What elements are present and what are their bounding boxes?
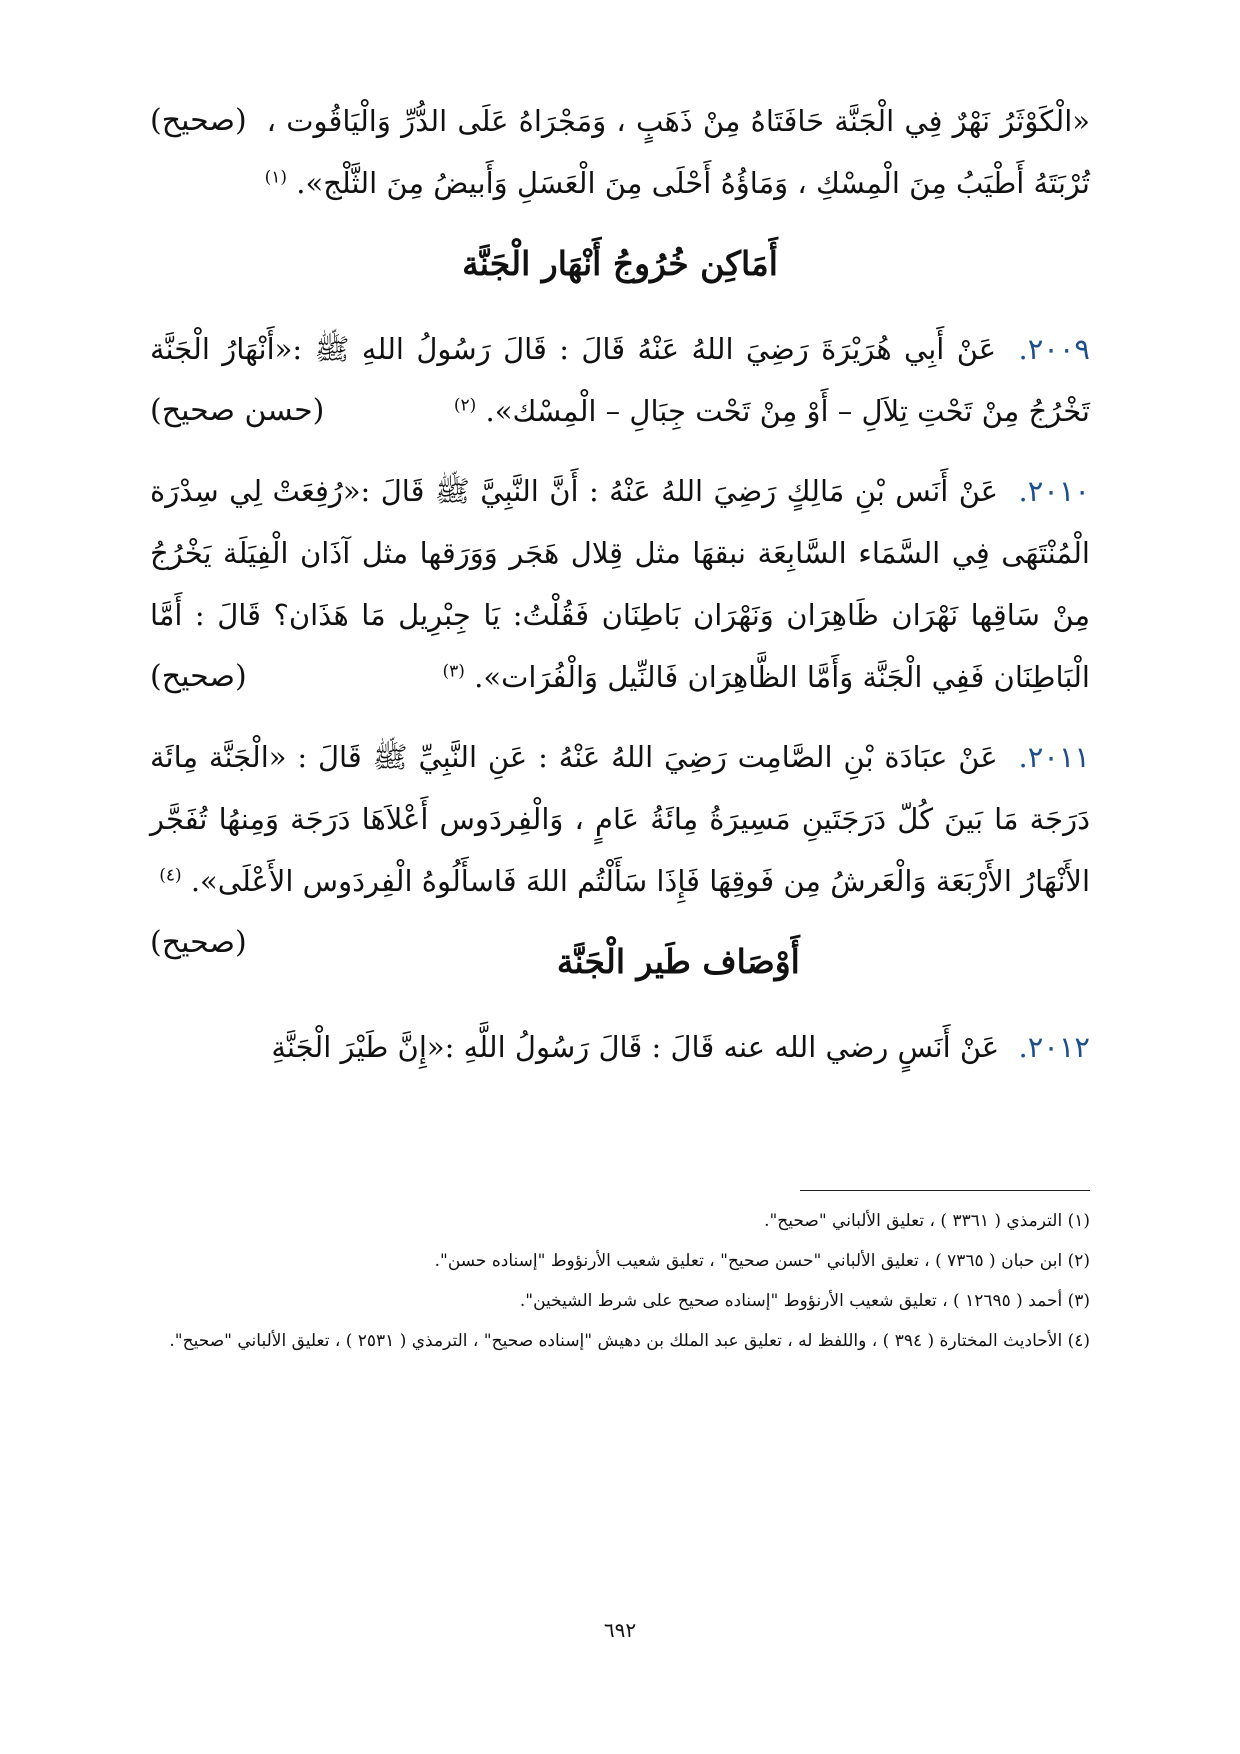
- hadith-number: ٢٠١٠.: [1018, 474, 1091, 508]
- page-number: ٦٩٢: [603, 1618, 637, 1642]
- footnote-2: (٢) ابن حبان ( ٧٣٦٥ ) ، تعليق الألباني "حسن صحيح" ، تعليق شعيب الأرنؤوط "إسناده حسن".: [434, 1251, 1090, 1271]
- hadith-number: ٢٠١٢.: [1018, 1030, 1090, 1064]
- footnote-ref: (٤): [159, 865, 182, 886]
- section-heading-birds: أَوْصَاف طَير الْجَنَّة: [556, 942, 800, 981]
- section-heading-river-origins: أَمَاكِن خُرُوجُ أَنْهَار الْجَنَّة: [462, 244, 778, 283]
- hadith-2009: [150, 318, 1090, 442]
- hadith-grade: (صحيح): [150, 925, 247, 960]
- footnotes: [150, 1206, 1090, 1366]
- hadith-continuation: [150, 90, 1090, 214]
- hadith-2012: [150, 1016, 1090, 1078]
- footnote-4: (٤) الأحاديث المختارة ( ٣٩٤ ) ، واللفظ له ، تعليق عبد الملك بن دهيش "إسناده صحيح" ، الترمذي ( ٢٥٣١ ) ، تعليق الألباني "صحيح".: [169, 1331, 1090, 1351]
- footnote-ref: (١): [264, 167, 288, 188]
- hadith-number: ٢٠٠٩.: [1018, 332, 1091, 366]
- footnote-3: (٣) أحمد ( ١٢٦٩٥ ) ، تعليق شعيب الأرنؤوط "إسناده صحيح على شرط الشيخين".: [519, 1291, 1090, 1311]
- hadith-text: عَنْ أَنَسٍ رضي الله عنه قَالَ : قَالَ رَسُولُ اللَّهِ :«إِنَّ طَيْرَ الْجَنَّةِ: [271, 1030, 1000, 1064]
- footnote-ref: (٣): [442, 661, 465, 682]
- hadith-text: عَنْ أَبِي هُرَيْرَةَ رَضِيَ اللهُ عَنْهُ قَالَ : قَالَ رَسُولُ اللهِ ﷺ :«أَنْهَارُ الْجَنَّة تَخْرُجُ مِنْ تَحْتِ تِلاَلِ – أَوْ مِنْ تَحْت جِبَالِ – الْمِسْك».: [150, 332, 1090, 428]
- hadith-text: عَنْ أَنَس بْنِ مَالِكٍ رَضِيَ اللهُ عَنْهُ : أَنَّ النَّبِيَّ ﷺ قَالَ :«رُفِعَتْ لِي سِدْرَة الْمُنْتَهَى فِي السَّمَاء السَّابِعَة نبقهَا مثل قِلال هَجَر وَوَرَقها مثل آذَان الْفِيَلَة يَخْرُجُ مِنْ سَاقِها نَهْرَان ظَاهِرَان وَنَهْرَان بَاطِنَان فَقُلْتُ: يَا جِبْرِيل مَا هَذَان؟ قَالَ : أَمَّا الْبَاطِنَان فَفِي الْجَنَّة وَأَمَّا الظَّاهِرَان فَالنِّيل وَالْفُرَات».: [150, 474, 1090, 694]
- hadith-2011: [150, 726, 1091, 960]
- hadith-text: «الْكَوْثَرُ نَهْرٌ فِي الْجَنَّة حَافَتَاهُ مِنْ ذَهَبٍ ، وَمَجْرَاهُ عَلَى الدُّرِّ وَالْيَاقُوت ، تُرْبَتَهُ أَطْيَبُ مِنَ الْمِسْكِ ، وَمَاؤُهُ أَحْلَى مِنَ الْعَسَلِ وَأَبيضُ مِنَ الثَّلْج».: [266, 104, 1090, 200]
- footnote-ref: (٢): [453, 395, 477, 416]
- hadith-grade: (صحيح): [150, 659, 247, 694]
- hadith-number: ٢٠١١.: [1018, 740, 1091, 774]
- page-body: [150, 90, 1090, 1690]
- hadith-2010: [150, 460, 1090, 708]
- footnote-1: (١) الترمذي ( ٣٣٦١ ) ، تعليق الألباني "صحيح".: [764, 1211, 1090, 1231]
- hadith-grade: (صحيح): [150, 103, 247, 138]
- hadith-grade: (حسن صحيح): [150, 393, 325, 428]
- footnote-divider: [800, 1190, 1090, 1191]
- hadith-text: عَنْ عبَادَة بْنِ الصَّامِت رَضِيَ اللهُ عَنْهُ : عَنِ النَّبِيِّ ﷺ قَالَ : «الْجَنَّة مِائَة دَرَجَة مَا بَينَ كُلّ دَرَجَتَينِ مَسِيرَةُ مِائَةُ عَامٍ ، وَالْفِردَوس أَعْلاَهَا دَرَجَة وَمِنهُا تُفَجَّر الأَنْهَارُ الأَرْبَعَة وَالْعَرشُ مِن فَوقِهَا فَإِذَا سَأَلْتُم اللهَ فَاسأَلُوهُ الْفِردَوس الأَعْلَى».: [150, 740, 1090, 898]
